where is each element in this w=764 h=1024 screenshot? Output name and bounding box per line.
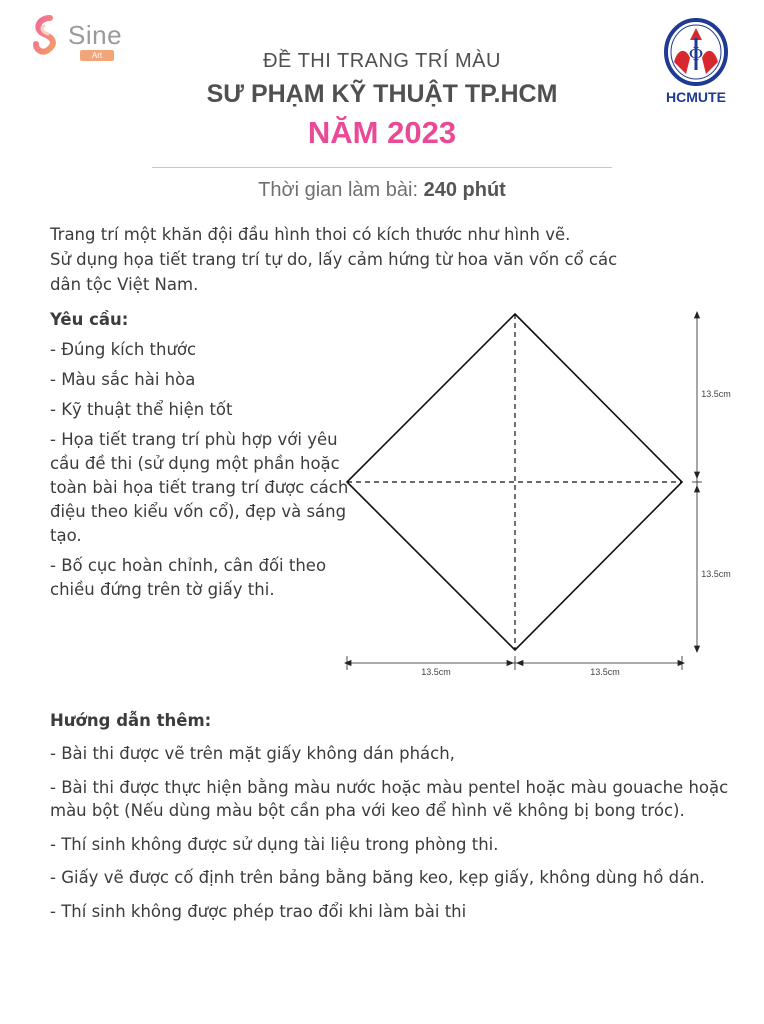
intro-line: Sử dụng họa tiết trang trí tự do, lấy cảm hứng từ hoa văn vốn cổ các	[50, 250, 618, 269]
logo-symbol: Φ	[688, 44, 704, 65]
guide-list	[50, 742, 730, 933]
time-label: Thời gian làm bài:	[258, 179, 419, 201]
dim-label-bottom-left: 13.5cm	[421, 667, 451, 677]
brand-name: Sine	[68, 20, 123, 50]
dim-label-bottom-right: 13.5cm	[701, 569, 731, 579]
diamond-outline	[347, 314, 682, 650]
exam-title-line2: SƯ PHẠM KỸ THUẬT TP.HCM	[206, 80, 558, 108]
header-divider	[152, 167, 612, 168]
intro-line: dân tộc Việt Nam.	[50, 275, 199, 294]
guide-title: Hướng dẫn thêm:	[50, 711, 212, 730]
exam-title-line1: ĐỀ THI TRANG TRÍ MÀU	[263, 50, 501, 72]
requirement-item: - Họa tiết trang trí phù hợp với yêu cầu đề thi (sử dụng một phần hoặc toàn bài họa tiết trang trí được cách điệu theo kiểu vốn cổ), đẹp và sáng tạo.	[50, 430, 349, 545]
dim-label-top-right: 13.5cm	[701, 389, 731, 399]
guide-item: - Thí sinh không được sử dụng tài liệu trong phòng thi.	[50, 834, 499, 854]
logo-text: HCMUTE	[666, 89, 726, 105]
intro-line: Trang trí một khăn đội đầu hình thoi có kích thước như hình vẽ.	[50, 225, 571, 244]
exam-year: NĂM 2023	[307, 115, 457, 150]
brand-tag: Art	[80, 50, 114, 61]
hcmute-logo-icon	[660, 18, 732, 106]
requirements-title: Yêu cầu:	[50, 310, 129, 329]
guide-item: - Thí sinh không được phép trao đổi khi làm bài thi	[50, 901, 467, 921]
requirement-item: - Đúng kích thước	[50, 340, 197, 359]
time-value: 240 phút	[423, 179, 506, 201]
guide-item: - Bài thi được vẽ trên mặt giấy không dán phách,	[50, 744, 455, 763]
requirement-item: - Kỹ thuật thể hiện tốt	[50, 400, 233, 419]
intro-paragraph	[50, 222, 730, 297]
requirement-item: - Màu sắc hài hòa	[50, 370, 196, 389]
diamond-diagram	[330, 300, 750, 690]
guide-item: - Bài thi được thực hiện bằng màu nước hoặc màu pentel hoặc màu gouache hoặc màu bột (Nếu dùng màu bột cần pha với keo để hình vẽ không bị bong tróc).	[50, 777, 729, 820]
exam-duration	[0, 179, 764, 202]
dim-label-bottom-right-horizontal: 13.5cm	[590, 667, 620, 677]
guide-item: - Giấy vẽ được cố định trên bảng bằng băng keo, kẹp giấy, không dùng hồ dán.	[50, 868, 705, 887]
requirements-list	[50, 338, 350, 608]
requirement-item: - Bố cục hoàn chỉnh, cân đối theo chiều đứng trên tờ giấy thi.	[50, 556, 327, 599]
